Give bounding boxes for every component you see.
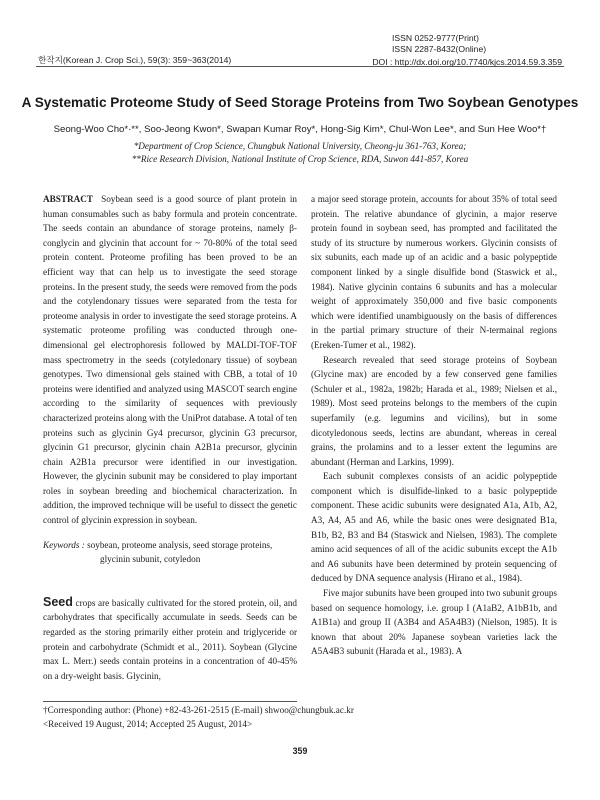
- affiliation-2: **Rice Research Division, National Institute of Crop Science, RDA, Suwon 441-857, Korea: [131, 154, 469, 164]
- abstract-label: ABSTRACT: [43, 194, 94, 204]
- body-paragraph-4: Five major subunits have been grouped into two subunit groups based on sequence homology, i.e. group I (A1aB2, A1bB1b, and A1B1a) and group II (A3B4 and A5A4B3) (Nielson, 1985). It is known that about 20% Japanese soybean varieties lack the A5A4B3 subunit (Harada et al., 1983). A: [311, 588, 557, 657]
- introduction-paragraph: [43, 595, 297, 684]
- left-column: [43, 192, 297, 683]
- affiliation-1: *Department of Crop Science, Chungbuk National University, Cheong-ju 361-763, Korea;: [133, 141, 467, 151]
- intro-text: crops are basically cultivated for the stored protein, oil, and carbohydrates that specifically accumulate in seeds. Seeds can be regarded as the storing primarily either protein and triglyceride or protein and carbohydrate (Schmidt et al., 2011). Soybean (Glycine max L. Merr.) seeds contain proteins in a concentration of 40-45% on a dry-weight basis. Glycinin,: [43, 597, 298, 681]
- intro-dropword: Seed: [43, 594, 73, 609]
- author-list: Seong-Woo Cho*·**, Soo-Jeong Kwon*, Swapan Kumar Roy*, Hong-Sig Kim*, Chul-Won Lee*, and Sun Hee Woo*†: [53, 124, 547, 135]
- page-number: 359: [292, 746, 308, 756]
- keywords: [43, 538, 297, 567]
- keywords-line-1: soybean, proteome analysis, seed storage proteins,: [87, 539, 273, 550]
- body-paragraph-2: Research revealed that seed storage proteins of Soybean (Glycine max) are encoded by a few conserved gene families (Schuler et al., 1982a, 1982b; Harada et al., 1989; Nielsen et al., 1989). Most seed proteins belongs to the members of the cupin superfamily (e.g. legumins and vicilins), but in some dicotyledonous seeds, lectins are abundant, whereas in cereal grains, the prolamins and to a lesser extent the legumins are abundant (Herman and Larkins, 1999).: [311, 354, 557, 467]
- right-column: [311, 192, 557, 659]
- issn-block: [392, 33, 562, 55]
- keywords-label: Keywords :: [43, 539, 85, 550]
- body-paragraph-1: a major seed storage protein, accounts for about 35% of total seed protein. The relative abundance of glycinin, a major reserve protein found in soybean seed, has prompted and facilitated the study of its structure by numerous workers. Glycinin consists of six subunits, each made up of an acidic and a basic polypeptide component linked by a single disulfide bond (Staswick et al., 1984). Native glycinin contains 6 subunits and has a molecular weight of approximately 350,000 and five basic components which were identified unambiguously on the basis of differences in the partial primary structure of their N-termainal regions (Ereken-Tumer et al., 1982).: [311, 194, 557, 350]
- doi-link[interactable]: DOI : http://dx.doi.org/10.7740/kjcs.2014.59.3.359: [372, 57, 562, 67]
- header-rule: [36, 66, 564, 67]
- issn-online: ISSN 2287-8432(Online): [392, 44, 487, 54]
- footnote: [43, 704, 354, 731]
- body-paragraph-3: Each subunit complexes consists of an acidic polypeptide component which is disulfide-linked to a basic polypeptide component. These acidic subunits were designated A1a, A1b, A2, A3, A4, A5 and A6, while the basic ones were designated B1a, B1b, B2, B3 and B4 (Staswick and Nielsen, 1983). The complete amino acid sequences of all of the acidic subunits except the A1b and A6 subunits have been determined by protein sequencing of deduced by DNA sequence analysis (Hirano et al., 1984).: [311, 471, 557, 584]
- issn-print: ISSN 0252-9777(Print): [392, 33, 479, 43]
- footnote-rule: [43, 701, 297, 702]
- abstract-text: Soybean seed is a good source of plant protein in human consumables such as baby formula and protein concentrate. The seeds contain an abundance of storage proteins, namely β-conglycin and glycinin that account for ~ 70-80% of the total seed protein content. Proteome profiling has been proved to be an efficient way that can help us to investigate the seed storage proteins. In the present study, the seeds were removed from the pods and the cotylendonary tissues were separated from the testa for proteome analysis in order to investigate the seed storage proteins. A systematic proteome profiling was conducted through one-dimensional gel electrophoresis followed by MALDI-TOF-TOF mass spectrometry in the seeds (cotyledonary tissue) of soybean genotypes. Two dimensional gels stained with CBB, a total of 10 proteins were identified and analyzed using MASCOT search engine according to the similarity of sequences with previously characterized proteins along with the UniProt database. A total of ten proteins such as glycinin Gy4 precursor, glycinin G3 precursor, glycinin G1 precursor, glycinin chain A2B1a precursor, glycinin chain A2B1a precursor were identified in our investigation. However, the glycinin subunit may be considered to play important roles in soybean breeding and biochemical characterization. In addition, the improved technique will be useful to dissect the genetic control of glycinin expression in soybean.: [43, 194, 298, 526]
- corresponding-author: †Corresponding author: (Phone) +82-43-261-2515 (E-mail) shwoo@chungbuk.ac.kr: [43, 705, 354, 715]
- paper-title: A Systematic Proteome Study of Seed Storage Proteins from Two Soybean Genotypes: [21, 95, 579, 110]
- abstract: [43, 192, 297, 528]
- received-dates: <Received 19 August, 2014; Accepted 25 August, 2014>: [43, 718, 253, 729]
- keywords-line-2: glycinin subunit, cotyledon: [100, 554, 201, 565]
- journal-reference: 한작지(Korean J. Crop Sci.), 59(3): 359~363(2014): [38, 55, 232, 65]
